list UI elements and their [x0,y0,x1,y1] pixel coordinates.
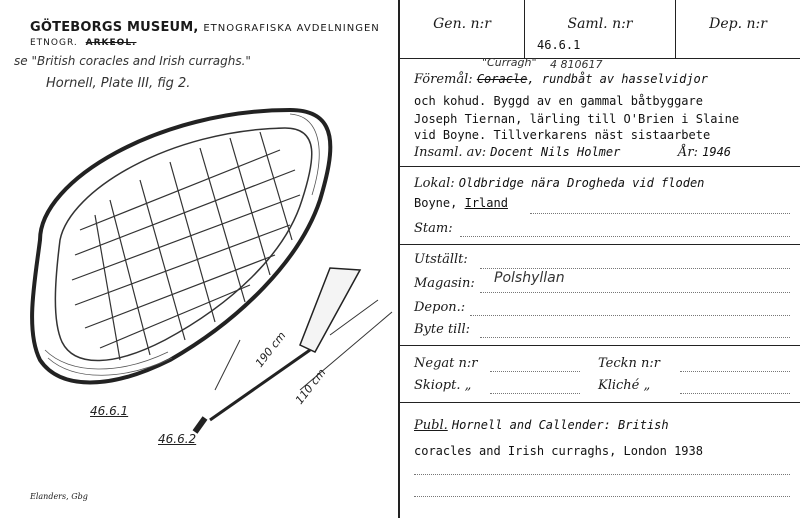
saml-cell [525,0,675,58]
ar-label: År: [678,145,698,160]
paddle-number: 46.6.2 [158,432,197,446]
insaml-row [414,145,620,160]
foremal-line4: vid Boyne. Tillverkarens näst sistaarbete [414,128,711,142]
publ-line1: Hornell and Callender: British [451,418,669,432]
ar-row [678,145,731,160]
saml-value: 46.6.1 [537,38,581,52]
depon-label: Depon.: [414,300,466,315]
gen-label: Gen. n:r [433,16,491,32]
museum-heading [30,20,380,35]
insaml-value: Docent Nils Holmer [490,145,621,159]
boat-inner-rim [55,128,311,361]
kliche-label: Kliché „ [598,378,651,393]
lokal-line2 [414,196,508,210]
boat-number: 46.6.1 [90,404,129,418]
foremal-struck: Coracle [476,72,528,86]
lokal-row [414,176,704,191]
skiopt-label: Skiopt. „ [414,378,472,393]
handwritten-plate: Hornell, Plate III, fig 2. [46,76,191,91]
foremal-row [414,72,708,87]
department-name: ETNOGRAFISKA AVDELNINGEN [203,23,380,34]
publ-row [414,418,669,433]
lokal-irland: Irland [464,196,508,210]
handwritten-se: se [14,54,28,68]
catalogue-card [398,0,800,518]
lokal-label: Lokal: [414,176,455,191]
boat-rim [32,110,330,383]
stam-label: Stam: [414,221,453,236]
printer-imprint: Elanders, Gbg [30,492,88,501]
card-header [400,0,800,58]
handwritten-title: "British coracles and Irish curraghs." [31,54,251,68]
magasin-label: Magasin: [414,276,475,291]
foremal-line3: Joseph Tiernan, lärling till O'Brien i Slaine [414,112,740,126]
drawing-panel [0,0,398,518]
teckn-label: Teckn n:r [598,356,660,371]
lokal-boyne: Boyne, [414,196,458,210]
wicker-lattice [72,132,300,360]
curragh-drawing [0,90,398,450]
byte-label: Byte till: [414,322,471,337]
dep-label: Dep. n:r [709,16,767,32]
foremal-code: 4 810617 [550,58,603,71]
width-measure: 110 cm [292,366,329,407]
museum-name: GÖTEBORGS MUSEUM, [30,20,199,35]
foremal-line2: och kohud. Byggd av en gammal båtbyggare [414,94,703,108]
section-line [30,38,136,48]
magasin-value: Polshyllan [494,270,565,286]
foremal-insert: "Curragh" [482,56,537,69]
lokal-line1: Oldbridge nära Drogheda vid floden [458,176,705,190]
negat-label: Negat n:r [414,356,478,371]
utstallt-label: Utställt: [414,252,468,267]
publ-line2: coracles and Irish curraghs, London 1938 [414,444,703,458]
length-measure: 190 cm [252,329,289,370]
ar-value: 1946 [702,145,732,159]
foremal-label: Föremål: [414,72,473,87]
section-label: ETNOGR. [30,38,78,48]
publ-label: Publ. [414,418,448,433]
section-struck: ARKEOL. [85,38,137,48]
handwritten-reference [14,54,251,68]
saml-label: Saml. n:r [567,16,633,32]
dep-cell [676,0,800,58]
foremal-line1: , rundbåt av hasselvidjor [527,72,709,86]
gen-cell [400,0,524,58]
insaml-label: Insaml. av: [414,145,487,160]
